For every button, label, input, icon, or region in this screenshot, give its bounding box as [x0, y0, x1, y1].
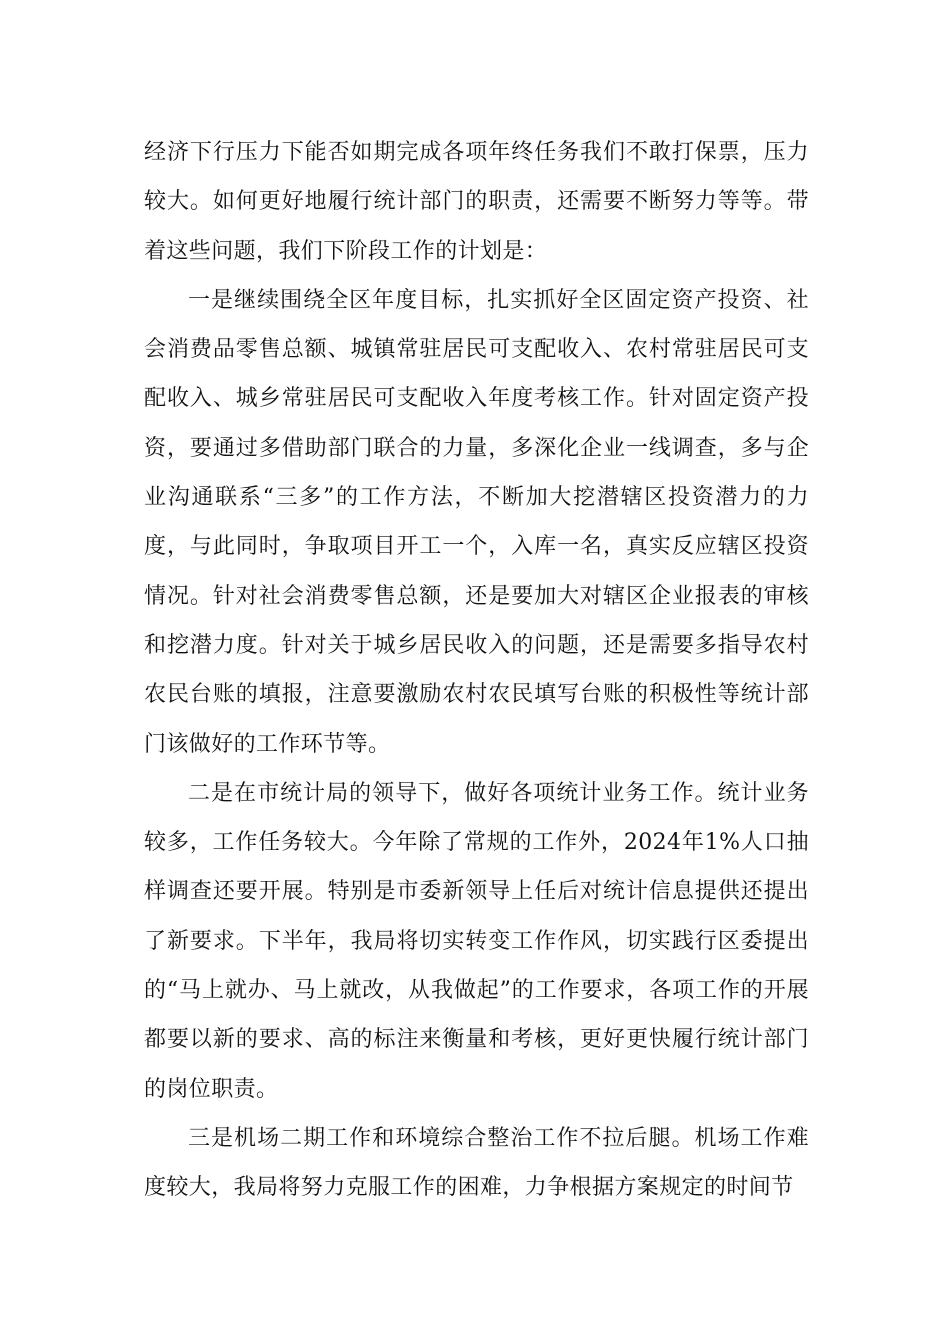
paragraph-2: 一是继续围绕全区年度目标，扎实抓好全区固定资产投资、社会消费品零售总额、城镇常驻居民可支配收入、农村常驻居民可支配收入、城乡常驻居民可支配收入年度考核工作。针对固定资产投资，要通过多借助部门联合的力量，多深化企业一线调查，多与企业沟通联系“三多”的工作方法，不断加大挖潜辖区投资潜力的力度，与此同时，争取项目开工一个，入库一名，真实反应辖区投资情况。针对社会消费零售总额，还是要加大对辖区企业报表的审核和挖潜力度。针对关于城乡居民收入的问题，还是需要多指导农村农民台账的填报，注意要激励农村农民填写台账的积极性等统计部门该做好的工作环节等。 [144, 287, 809, 757]
paragraph-4: 三是机场二期工作和环境综合整治工作不拉后腿。机场工作难度较大，我局将努力克服工作的困难，力争根据方案规定的时间节 [144, 1125, 809, 1201]
paragraph-3: 二是在市统计局的领导下，做好各项统计业务工作。统计业务较多，工作任务较大。今年除了常规的工作外，2024年1%人口抽样调查还要开展。特别是市委新领导上任后对统计信息提供还提出了新要求。下半年，我局将切实转变工作作风，切实践行区委提出的“马上就办、马上就改，从我做起”的工作要求，各项工作的开展都要以新的要求、高的标注来衡量和考核，更好更快履行统计部门的岗位职责。 [144, 780, 809, 1102]
body-text [144, 128, 809, 1213]
paragraph-1: 经济下行压力下能否如期完成各项年终任务我们不敢打保票，压力较大。如何更好地履行统计部门的职责，还需要不断努力等等。带着这些问题，我们下阶段工作的计划是： [144, 140, 809, 264]
